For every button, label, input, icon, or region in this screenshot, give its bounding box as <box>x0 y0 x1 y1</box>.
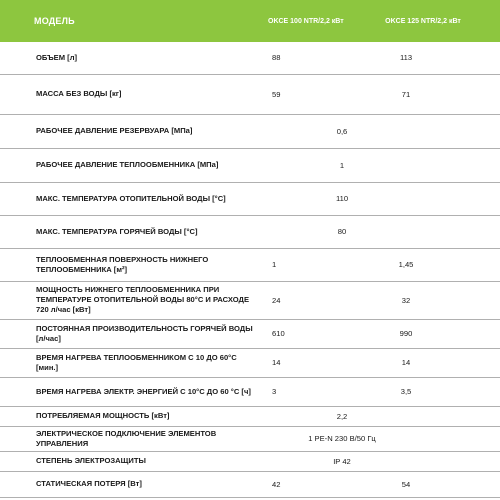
table-header <box>0 0 500 42</box>
row-value-b: 14 <box>346 348 500 377</box>
row-value-a: 1 <box>262 248 346 281</box>
row-label: СТАТИЧЕСКАЯ ПОТЕРЯ [Вт] <box>0 471 262 497</box>
table-row <box>0 377 500 406</box>
row-label: ВРЕМЯ НАГРЕВА ЭЛЕКТР. ЭНЕРГИЕЙ С 10°C ДО 60 °C [ч] <box>0 377 262 406</box>
row-value-a: 610 <box>262 319 346 348</box>
row-value-merged: 1 PE-N 230 В/50 Гц <box>262 426 500 451</box>
row-value-b: 71 <box>346 74 500 114</box>
row-label: ПОСТОЯННАЯ ПРОИЗВОДИТЕЛЬНОСТЬ ГОРЯЧЕЙ ВОДЫ [л/час] <box>0 319 262 348</box>
row-value-merged: 80 <box>262 215 500 248</box>
header-model-label: МОДЕЛЬ <box>0 0 262 42</box>
table-row <box>0 319 500 348</box>
row-value-a: 59 <box>262 74 346 114</box>
row-label: ЭЛЕКТРИЧЕСКОЕ ПОДКЛЮЧЕНИЕ ЭЛЕМЕНТОВ УПРАВЛЕНИЯ <box>0 426 262 451</box>
table-row <box>0 281 500 319</box>
row-value-b: 113 <box>346 42 500 74</box>
table-row <box>0 426 500 451</box>
row-value-b: 32 <box>346 281 500 319</box>
table-row <box>0 248 500 281</box>
row-value-b: 3,5 <box>346 377 500 406</box>
row-value-merged: IP 42 <box>262 451 500 471</box>
row-label: РАБОЧЕЕ ДАВЛЕНИЕ РЕЗЕРВУАРА [МПа] <box>0 114 262 148</box>
table-row <box>0 348 500 377</box>
table-row <box>0 114 500 148</box>
table-row <box>0 182 500 215</box>
row-label: СТЕПЕНЬ ЭЛЕКТРОЗАЩИТЫ <box>0 451 262 471</box>
row-value-a: 3 <box>262 377 346 406</box>
row-value-a: 88 <box>262 42 346 74</box>
row-value-b: 1,45 <box>346 248 500 281</box>
table-row <box>0 451 500 471</box>
row-value-b: 54 <box>346 471 500 497</box>
table-row <box>0 148 500 182</box>
row-label: ОБЪЕМ [л] <box>0 42 262 74</box>
table-row <box>0 74 500 114</box>
row-value-a: 24 <box>262 281 346 319</box>
row-value-b: 990 <box>346 319 500 348</box>
row-value-merged: 1 <box>262 148 500 182</box>
table-row <box>0 471 500 497</box>
row-value-merged: 110 <box>262 182 500 215</box>
row-value-merged: 2,2 <box>262 406 500 426</box>
row-label: РАБОЧЕЕ ДАВЛЕНИЕ ТЕПЛООБМЕННИКА [МПа] <box>0 148 262 182</box>
row-label: МАКС. ТЕМПЕРАТУРА ОТОПИТЕЛЬНОЙ ВОДЫ [°C] <box>0 182 262 215</box>
header-model-b: OKCE 125 NTR/2,2 кВт <box>346 0 500 42</box>
row-label: МАССА БЕЗ ВОДЫ [кг] <box>0 74 262 114</box>
row-label: МОЩНОСТЬ НИЖНЕГО ТЕПЛООБМЕННИКА ПРИ ТЕМПЕРАТУРЕ ОТОПИТЕЛЬНОЙ ВОДЫ 80°C И РАСХОДЕ 720 л/час [кВт] <box>0 281 262 319</box>
row-label: ПОТРЕБЛЯЕМАЯ МОЩНОСТЬ [кВт] <box>0 406 262 426</box>
row-value-merged: 0,6 <box>262 114 500 148</box>
row-value-a: 14 <box>262 348 346 377</box>
table-row <box>0 42 500 74</box>
row-label: ТЕПЛООБМЕННАЯ ПОВЕРХНОСТЬ НИЖНЕГО ТЕПЛООБМЕННИКА [м²] <box>0 248 262 281</box>
row-label: ВРЕМЯ НАГРЕВА ТЕПЛООБМЕННИКОМ С 10 ДО 60°C [мин.] <box>0 348 262 377</box>
table-row <box>0 406 500 426</box>
header-model-a: OKCE 100 NTR/2,2 кВт <box>262 0 346 42</box>
table-row <box>0 215 500 248</box>
row-label: МАКС. ТЕМПЕРАТУРА ГОРЯЧЕЙ ВОДЫ [°C] <box>0 215 262 248</box>
row-value-a: 42 <box>262 471 346 497</box>
